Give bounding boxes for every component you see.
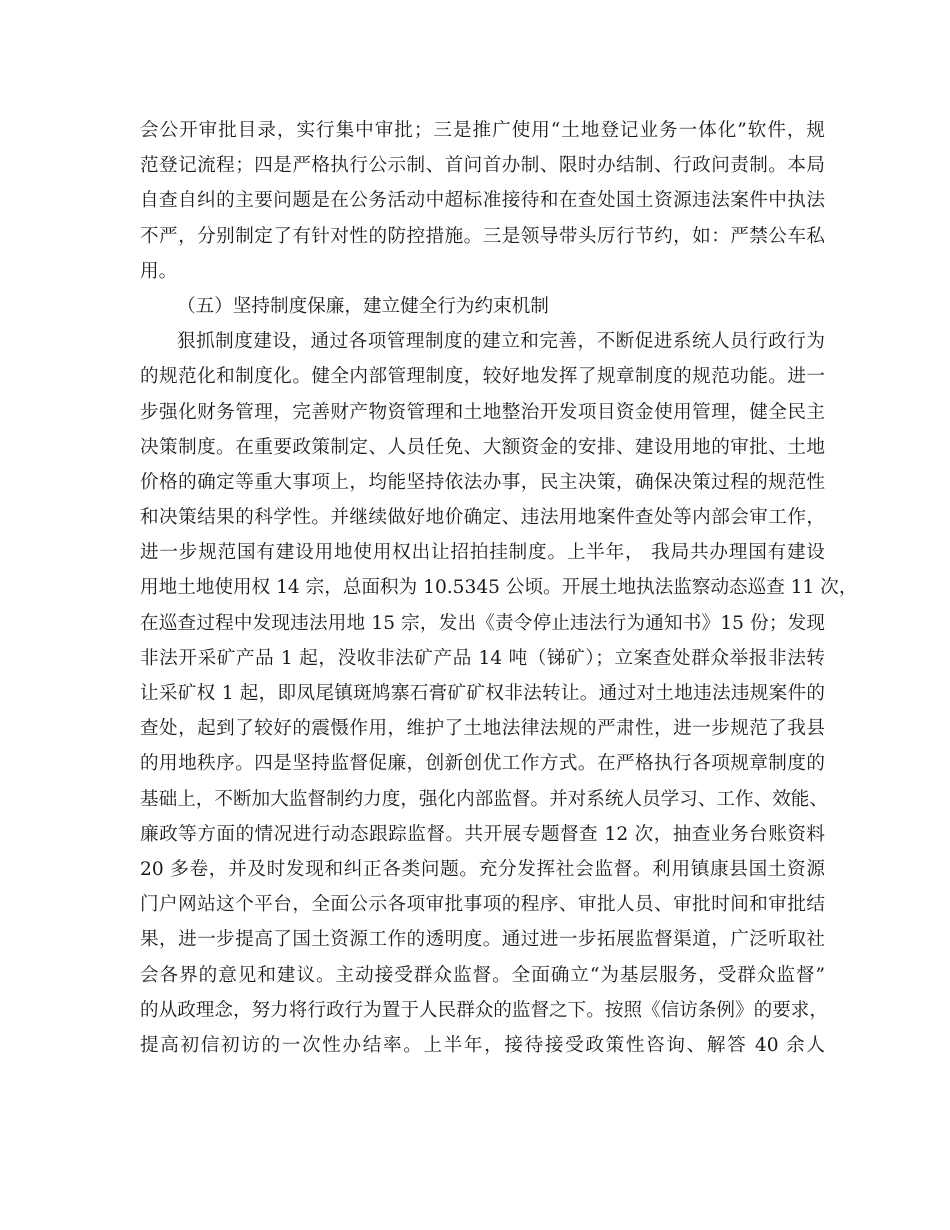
text-line: 非法开采矿产品 1 起，没收非法矿产品 14 吨（锑矿）；立案查处群众举报非法转 [140, 647, 825, 669]
document-body [140, 113, 858, 1063]
text-line: 会各界的意见和建议。主动接受群众监督。全面确立“为基层服务，受群众监督” [140, 964, 825, 986]
text-line: 的规范化和制度化。健全内部管理制度，较好地发挥了规章制度的规范功能。进一 [140, 366, 825, 388]
text-line: 进一步规范国有建设用地使用权出让招拍挂制度。上半年， 我局共办理国有建设 [140, 542, 825, 564]
text-line: 决策制度。在重要政策制定、人员任免、大额资金的安排、建设用地的审批、土地 [140, 436, 825, 458]
text-line: 廉政等方面的情况进行动态跟踪监督。共开展专题督查 12 次，抽查业务台账资料 [140, 823, 825, 845]
text-line: 的用地秩序。四是坚持监督促廉，创新创优工作方式。在严格执行各项规章制度的 [140, 753, 825, 775]
text-line: 让采矿权 1 起，即凤尾镇斑鸠寨石膏矿矿权非法转让。通过对土地违法违规案件的 [140, 683, 825, 704]
text-line: 基础上，不断加大监督制约力度，强化内部监督。并对系统人员学习、工作、效能、 [140, 788, 828, 810]
text-line: 不严，分别制定了有针对性的防控措施。三是领导带头厉行节约，如：严禁公车私 [140, 225, 825, 247]
text-line: 用。 [140, 260, 178, 282]
text-line: 用地土地使用权 14 宗，总面积为 10.5345 公顷。开展土地执法监察动态巡查 11 次， [140, 577, 858, 599]
text-line: 狠抓制度建设，通过各项管理制度的建立和完善，不断促进系统人员行政行为 [177, 331, 825, 353]
text-line: 步强化财务管理，完善财产物资管理和土地整治开发项目资金使用管理，健全民主 [140, 401, 825, 423]
text-line: 的从政理念，努力将行政行为置于人民群众的监督之下。按照《信访条例》的要求， [140, 999, 828, 1021]
text-line: 门户网站这个平台，全面公示各项审批事项的程序、审批人员、审批时间和审批结 [140, 894, 825, 916]
text-line: 价格的确定等重大事项上，均能坚持依法办事，民主决策，确保决策过程的规范性 [140, 471, 825, 493]
text-line: 范登记流程；四是严格执行公示制、首问首办制、限时办结制、行政问责制。本局 [140, 155, 825, 177]
text-line: 在巡查过程中发现违法用地 15 宗，发出《责令停止违法行为通知书》15 份；发现 [140, 612, 825, 634]
text-line: 会公开审批目录，实行集中审批；三是推广使用“土地登记业务一体化”软件，规 [140, 120, 825, 141]
text-line: 和决策结果的科学性。并继续做好地价确定、违法用地案件查处等内部会审工作， [140, 507, 825, 529]
text-line: 查处，起到了较好的震慑作用，维护了土地法律法规的严肃性，进一步规范了我县 [140, 718, 825, 740]
text-line: 自查自纠的主要问题是在公务活动中超标准接待和在查处国土资源违法案件中执法 [140, 190, 825, 212]
text-line: 果，进一步提高了国土资源工作的透明度。通过进一步拓展监督渠道，广泛听取社 [140, 929, 825, 951]
text-line: 提高初信初访的一次性办结率。上半年，接待接受政策性咨询、解答 40 余人 [140, 1034, 825, 1056]
text-line: 20 多卷，并及时发现和纠正各类问题。充分发挥社会监督。利用镇康县国土资源 [140, 858, 825, 880]
section-heading: （五）坚持制度保廉，建立健全行为约束机制 [177, 295, 549, 317]
